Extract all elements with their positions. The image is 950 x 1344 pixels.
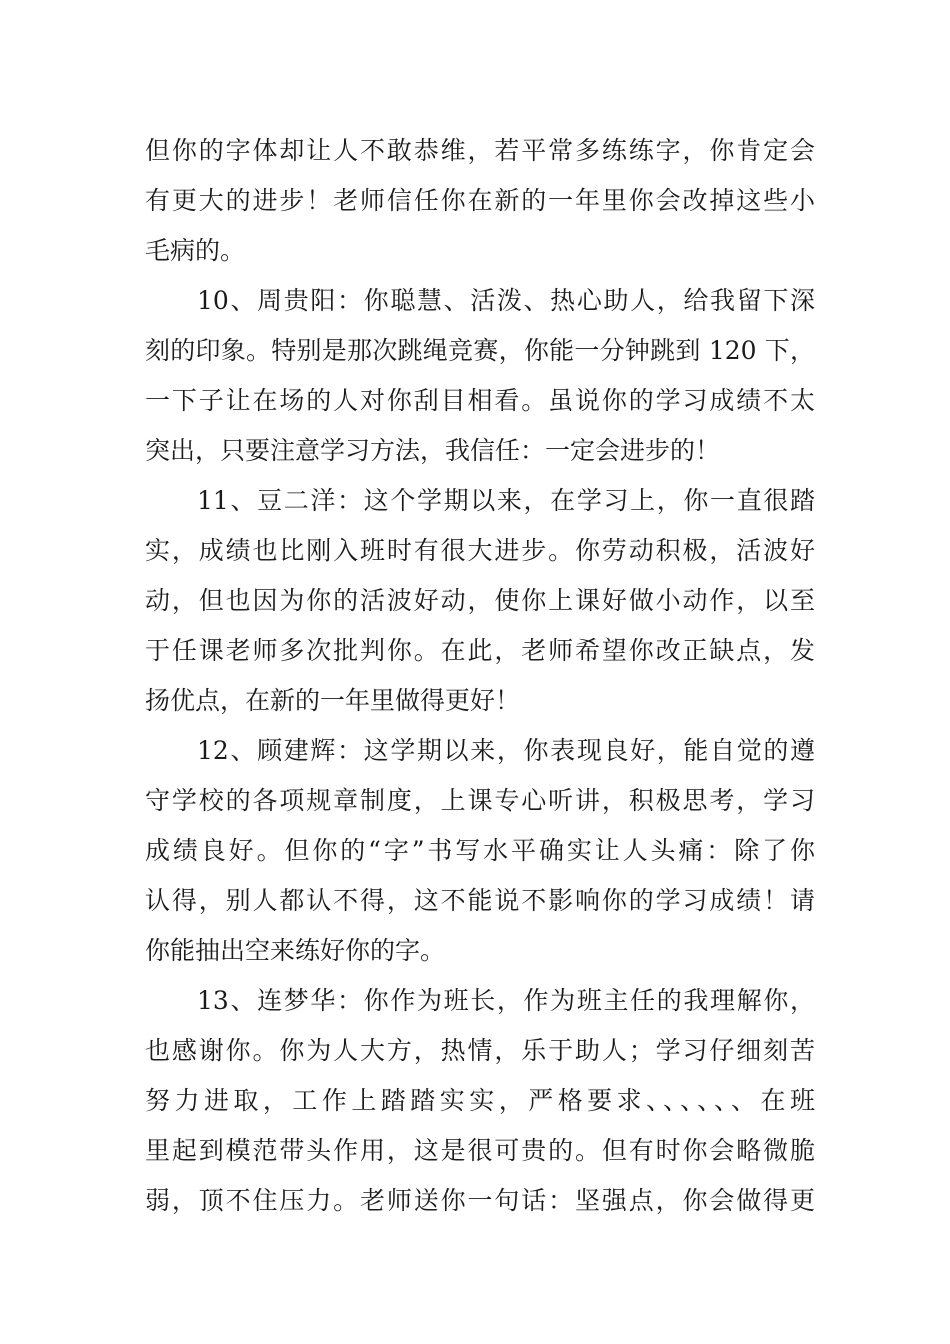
text-line: 12、顾建辉：这学期以来，你表现良好，能自觉的遵 — [197, 736, 815, 765]
text-line: 认得，别人都认不得，这不能说不影响你的学习成绩！请 — [145, 886, 815, 915]
text-line: 你能抽出空来练好你的字。 — [145, 936, 446, 965]
text-line: 扬优点，在新的一年里做得更好！ — [145, 686, 521, 715]
document-body — [145, 126, 815, 1226]
text-line: 13、连梦华：你作为班长，作为班主任的我理解你， — [197, 986, 815, 1015]
text-line: 有更大的进步！老师信任你在新的一年里你会改掉这些小 — [145, 186, 815, 215]
text-line: 但你的字体却让人不敢恭维，若平常多练练字，你肯定会 — [145, 136, 815, 165]
paragraph-comment-13 — [145, 976, 815, 1226]
text-line: 里起到模范带头作用，这是很可贵的。但有时你会略微脆 — [145, 1136, 815, 1165]
text-line: 刻的印象。特别是那次跳绳竞赛，你能一分钟跳到 120 下， — [145, 336, 815, 365]
paragraph-comment-10 — [145, 276, 815, 476]
text-line: 实，成绩也比刚入班时有很大进步。你劳动积极，活波好 — [145, 536, 815, 565]
paragraph-continuation — [145, 126, 815, 276]
text-line: 动，但也因为你的活波好动，使你上课好做小动作，以至 — [145, 586, 815, 615]
text-line: 守学校的各项规章制度，上课专心听讲，积极思考，学习 — [145, 786, 815, 815]
text-line: 弱，顶不住压力。老师送你一句话：坚强点，你会做得更 — [145, 1186, 815, 1215]
text-line: 也感谢你。你为人大方，热情，乐于助人；学习仔细刻苦 — [145, 1036, 815, 1065]
text-line: 突出，只要注意学习方法，我信任：一定会进步的！ — [145, 436, 721, 465]
paragraph-comment-12 — [145, 726, 815, 976]
text-line: 10、周贵阳：你聪慧、活泼、热心助人，给我留下深 — [197, 286, 815, 315]
text-line: 一下子让在场的人对你刮目相看。虽说你的学习成绩不太 — [145, 386, 815, 415]
text-line: 成绩良好。但你的“字”书写水平确实让人头痛：除了你 — [145, 836, 815, 865]
text-line: 毛病的。 — [145, 236, 246, 265]
paragraph-comment-11 — [145, 476, 815, 726]
text-line: 努力进取，工作上踏踏实实，严格要求、、、、、、在班 — [145, 1086, 815, 1115]
text-line: 于任课老师多次批判你。在此，老师希望你改正缺点，发 — [145, 636, 815, 665]
text-line: 11、豆二洋：这个学期以来，在学习上，你一直很踏 — [197, 486, 815, 515]
